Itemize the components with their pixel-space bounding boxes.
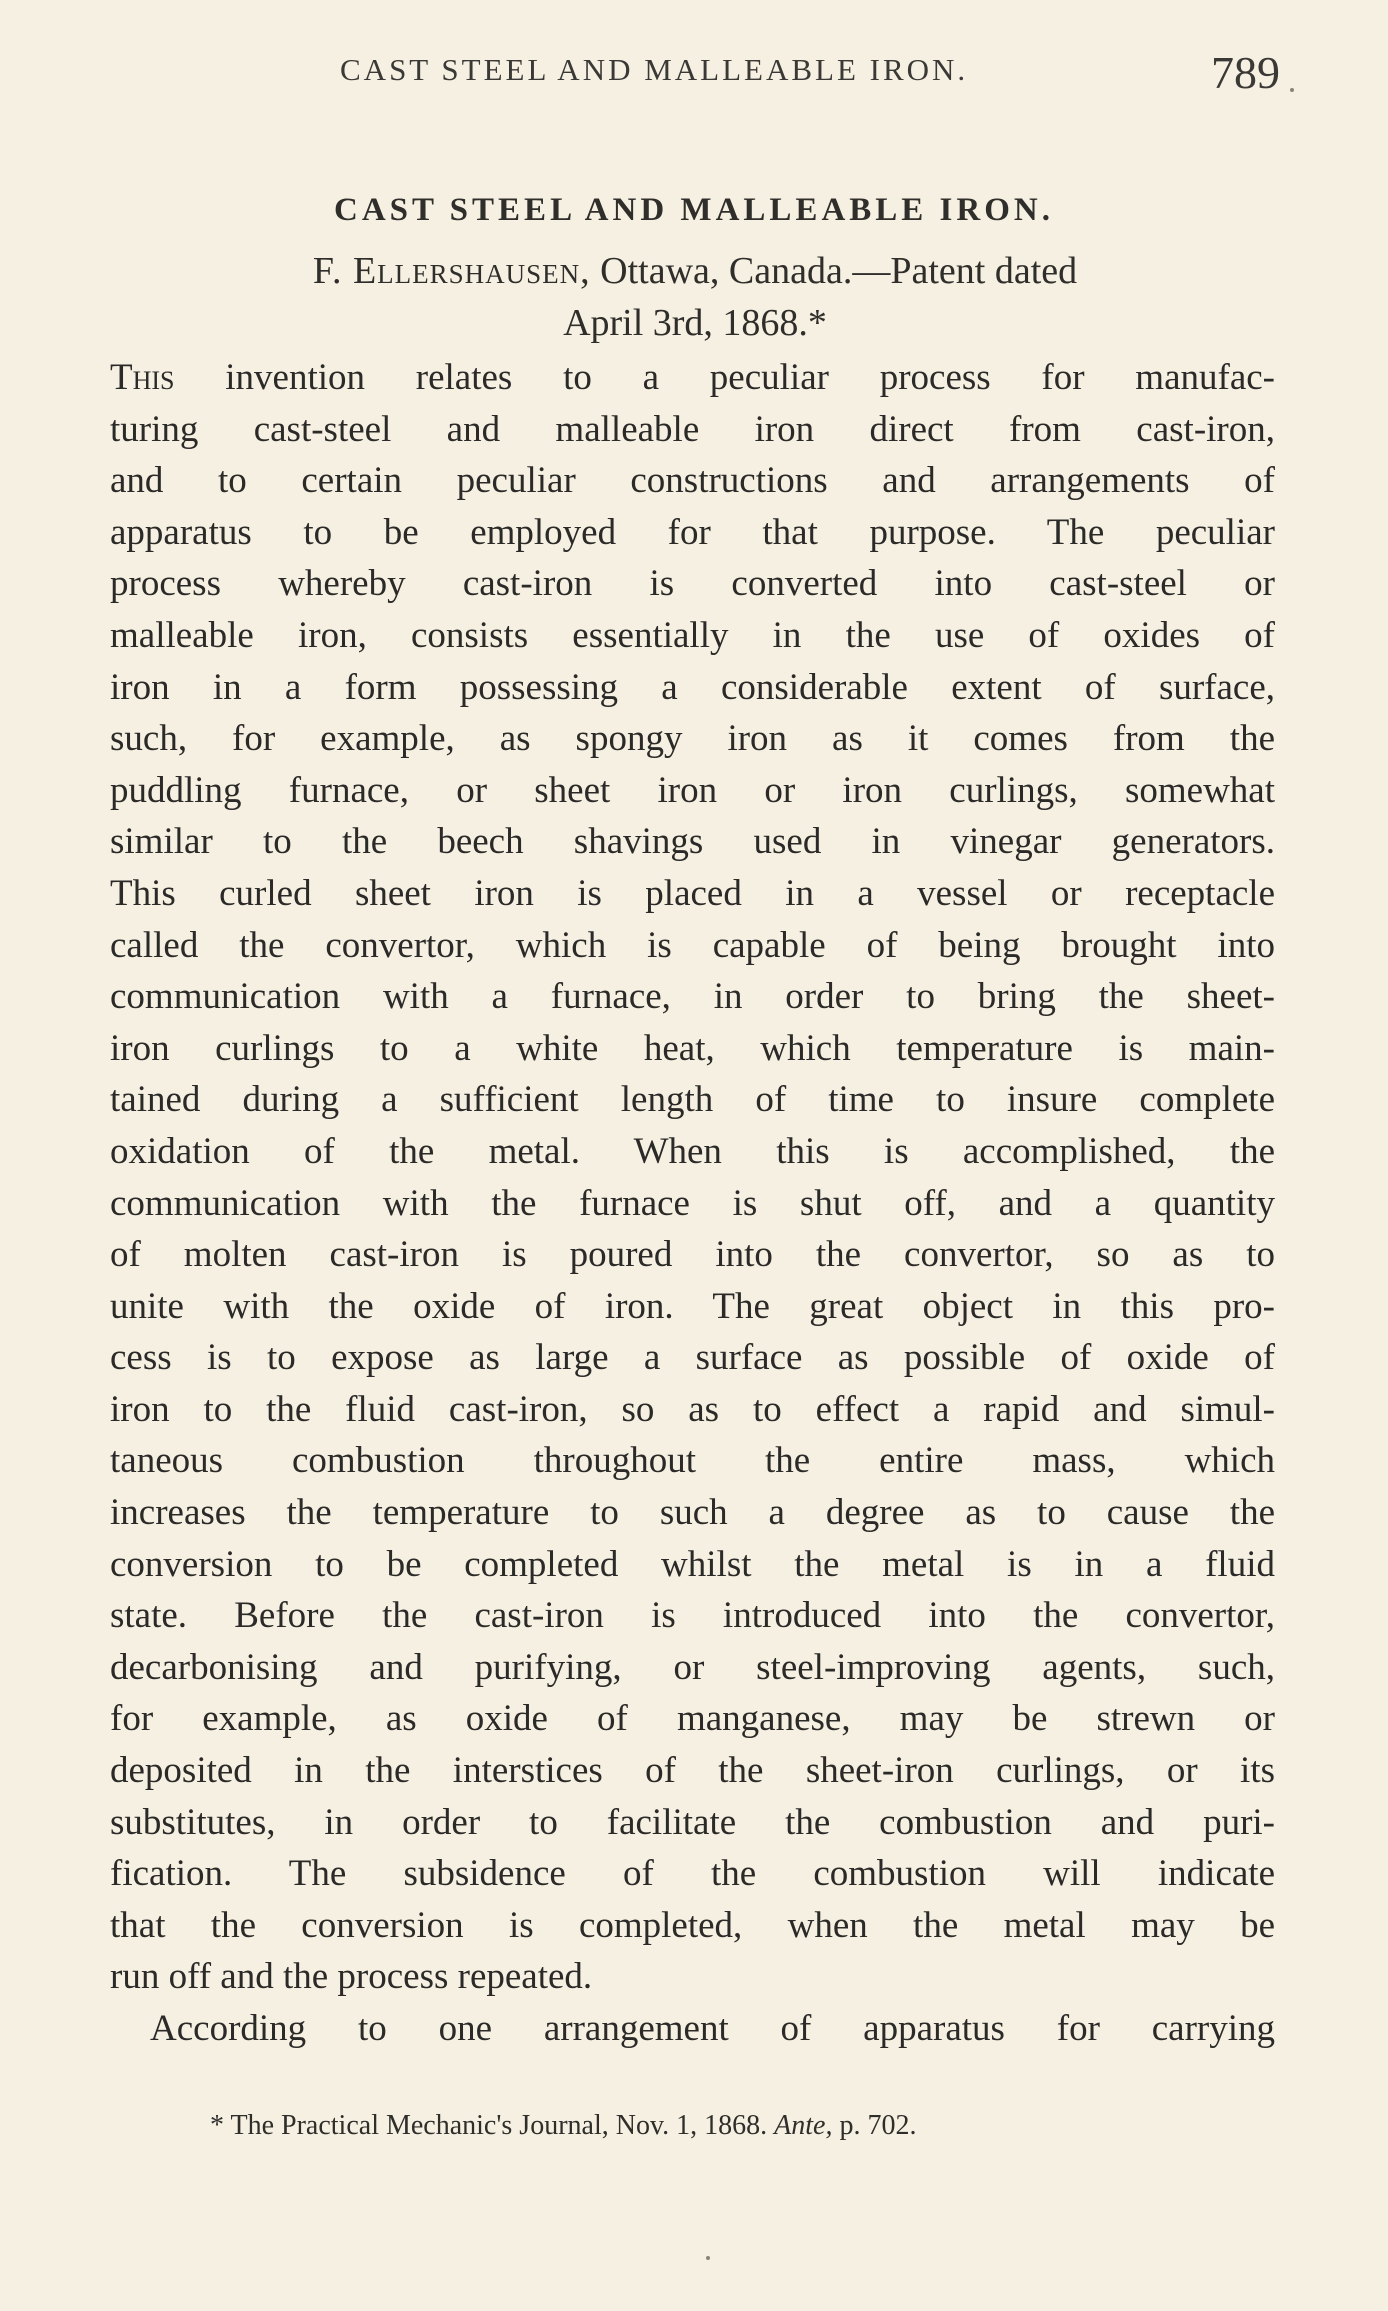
text-line: similar to the beech shavings used in vinegar generators. [110,821,1275,863]
text-line: decarbonising and purifying, or steel-improving agents, such, [110,1646,1275,1688]
byline-author: F. Ellershausen, [312,250,591,292]
text-line: deposited in the interstices of the sheet-iron curlings, or its [110,1750,1275,1792]
footnote-text: * The Practical Mechanic's Journal, Nov. 1, 1868. [210,2110,768,2141]
text-line: iron in a form possessing a considerable extent of surface, [110,666,1275,708]
text-line: unite with the oxide of iron. The great object in this pro- [110,1285,1275,1327]
byline-date: April 3rd, 1868.* [563,302,827,344]
text-line: communication with the furnace is shut off, and a quantity [110,1182,1275,1224]
text-line: turing cast-steel and malleable iron direct from cast-iron, [110,408,1275,450]
text-line: fication. The subsidence of the combustion will indicate [110,1853,1275,1895]
text-line: puddling furnace, or sheet iron or iron curlings, somewhat [110,769,1275,811]
text-line: apparatus to be employed for that purpose. The peculiar [110,511,1275,553]
footnote-page: p. 702. [839,2110,917,2141]
text-line: that the conversion is completed, when the metal may be [110,1904,1275,1946]
text-line: and to certain peculiar constructions and arrangements of [110,460,1275,502]
text-line: iron curlings to a white heat, which temperature is main- [110,1027,1275,1069]
running-head [110,47,1280,102]
text-line: taneous combustion throughout the entire mass, which [110,1440,1275,1482]
text-line: conversion to be completed whilst the metal is in a fluid [110,1543,1275,1585]
text-line: cess is to expose as large a surface as possible of oxide of [110,1337,1275,1379]
text-line: substitutes, in order to facilitate the combustion and puri- [110,1801,1275,1843]
text-line: of molten cast-iron is poured into the convertor, so as to [110,1234,1275,1276]
byline [150,245,1240,349]
text-line: increases the temperature to such a degree as to cause the [110,1492,1275,1534]
text-line: process whereby cast-iron is converted into cast-steel or [110,563,1275,605]
article-title: CAST STEEL AND MALLEABLE IRON. [334,192,1054,228]
text-line: called the convertor, which is capable of being brought into [110,924,1275,966]
text-line: This invention relates to a peculiar process for manufac- [110,357,1275,398]
footnote-ante: Ante, [774,2110,833,2141]
text-line: This curled sheet iron is placed in a vessel or receptacle [110,872,1275,914]
text-line: run off and the process repeated. [110,1956,593,1998]
speck [1290,88,1294,92]
text-line: for example, as oxide of manganese, may be strewn or [110,1698,1275,1740]
footnote [210,2110,1210,2142]
text-line: malleable iron, consists essentially in the use of oxides of [110,614,1275,656]
text-line: tained during a sufficient length of time to insure complete [110,1079,1275,1121]
text-line-new-paragraph: According to one arrangement of apparatus for carrying [150,2008,1275,2049]
text-line: oxidation of the metal. When this is accomplished, the [110,1130,1275,1172]
text-line: communication with a furnace, in order to bring the sheet- [110,976,1275,1018]
running-title: CAST STEEL AND MALLEABLE IRON. [340,52,969,87]
text-line: such, for example, as spongy iron as it comes from the [110,718,1275,760]
body-text [110,352,1275,2055]
text-line: iron to the fluid cast-iron, so as to effect a rapid and simul- [110,1388,1275,1430]
lead-word: This [110,357,175,398]
page-number: 789 [1211,47,1280,98]
speck [706,2256,710,2260]
byline-rest: Ottawa, Canada.—Patent dated [600,250,1078,292]
text-line: state. Before the cast-iron is introduced into the convertor, [110,1595,1275,1637]
